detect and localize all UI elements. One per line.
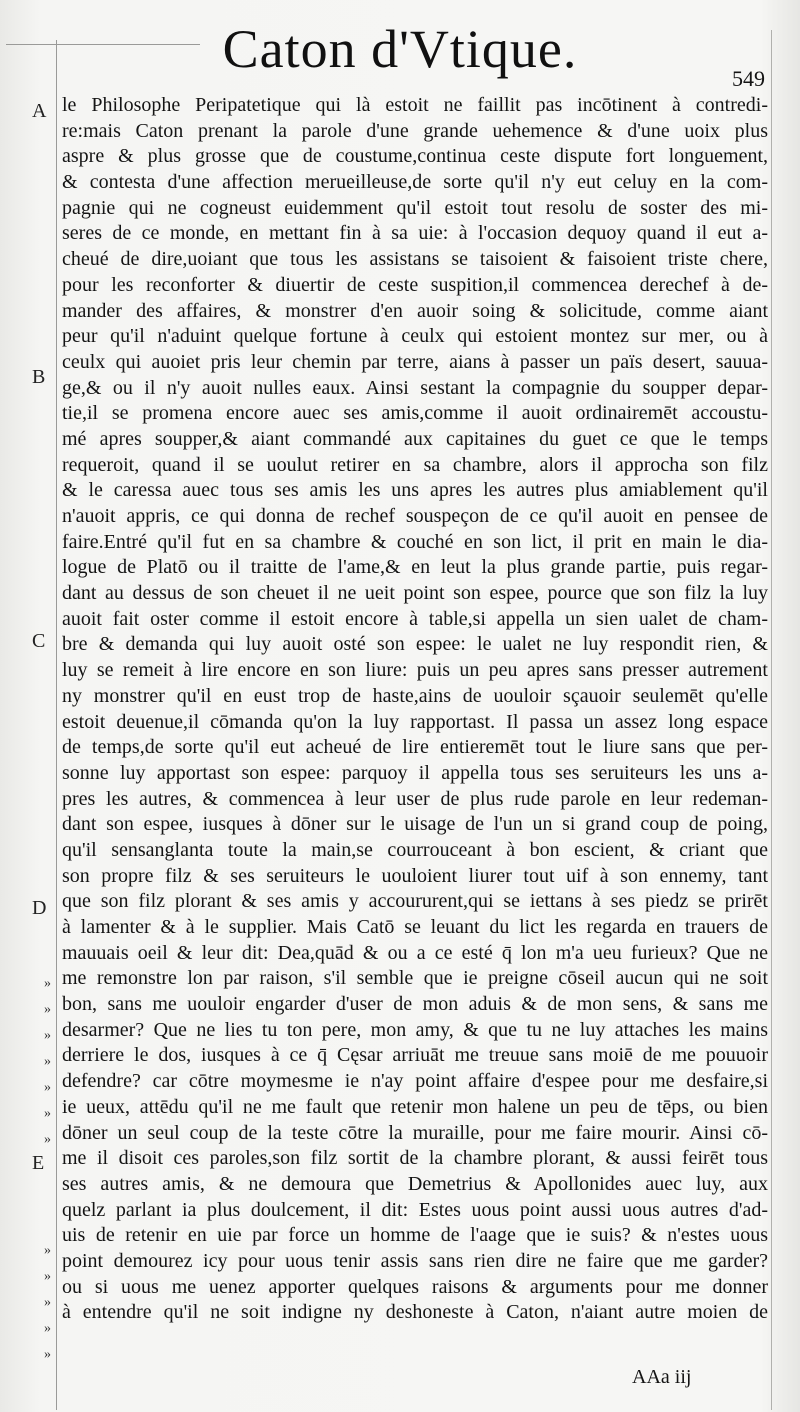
text-line: dant au dessus de son cheuet il ne ueit point son espee, pource que son filz la luy [62,582,768,605]
text-line: qu'il sensanglanta toute la main,se courrouceant à bon escient, & criant que [62,838,768,861]
quote-mark: » [44,1269,51,1284]
quote-mark: » [44,1321,51,1336]
text-line: defendre? car cōtre moymesme ie n'ay point affaire d'espee pour me desfaire,si [62,1070,768,1093]
text-line: son propre filz & ses seruiteurs le uouloient liurer tout uif à son ennemy, tant [62,864,768,887]
text-line: pres les autres, & commencea à leur user de plus rude parole en leur redeman- [62,787,768,810]
text-line: point demourez icy pour uous tenir assis sans rien dire ne faire que me garder? [62,1249,768,1272]
text-line: ceulx qui auoiet pris leur chemin par terre, aians à passer un païs desert, sauua- [62,350,768,373]
quote-mark: » [44,1295,51,1310]
page-title: Caton d'Vtique. [222,19,578,79]
text-line: requeroit, quand il se uoulut retirer en sa chambre, alors il approcha son filz [62,453,768,476]
text-line: quelz parlant ia plus doulcement, il dit: Estes uous point aussi uous autres d'ad- [62,1198,768,1221]
text-line: que son filz plorant & ses amis y accoururent,qui se iettans à ses piedz se prirēt [62,890,768,913]
quote-mark: » [44,1080,51,1095]
text-line: de temps,de sorte qu'il eut acheué de lire entieremēt tout le liure sans que per- [62,736,768,759]
text-line: uis de retenir en uie par force un homme de l'aage que ie suis? & n'estes uous [62,1224,768,1247]
text-line: tie,il se promena encore auec ses amis,comme il auoit ordinairemēt accoustu- [62,402,768,425]
quote-mark: » [44,1106,51,1121]
text-line: mauuais oeil & leur dit: Dea,quād & ou a ce esté q̄ lon m'a ueu furieux? Que ne [62,941,768,964]
signature-mark: AAa iij [632,1366,692,1388]
margin-letter-b: B [32,366,46,388]
right-margin-rule [771,30,772,1410]
quote-mark: » [44,976,51,991]
text-line: & le caressa auec tous ses amis les uns apres les autres plus amiablement qu'il [62,479,768,502]
text-line: dant son espee, iusques à dōner sur le uisage de l'un un si grand coup de poing, [62,813,768,836]
text-line: à entendre qu'il ne soit indigne ny deshoneste à Caton, n'aiant autre moien de [62,1301,768,1324]
quote-mark: » [44,1028,51,1043]
page-number: 549 [732,66,765,91]
text-line: le Philosophe Peripatetique qui là estoit ne faillit pas incōtinent à contredi- [62,94,768,116]
text-line: pagnie qui ne cogneust euidemment qu'il estoit tout resolu de soster des mi- [62,196,768,219]
margin-letter-c: C [32,630,46,652]
text-line: pour les reconforter & diuertir de ceste suspition,il commencea derechef à de- [62,273,768,296]
text-line: mé apres soupper,& aiant commandé aux capitaines du guet ce que le temps [62,427,768,450]
text-line: à lamenter & à le supplier. Mais Catō se leuant du lict les regarda en trauers de [62,916,768,938]
text-line: & contesta d'une affection merueilleuse,de sorte qu'il n'y eut celuy en la com- [62,171,768,194]
text-line: ge,& ou il n'y auoit nulles eaux. Ainsi sestant la compagnie du soupper depar- [62,376,768,399]
text-line: peur qu'il n'aduint quelque fortune à ceulx qui estoient montez sur mer, ou à [62,325,768,348]
text-line: aspre & plus grosse que de coustume,continua ceste dispute fort longuement, [62,145,768,168]
text-line: sonne luy apportast son espee: parquoy il appella tous ses seruiteurs les uns a- [62,761,768,784]
quote-mark: » [44,1243,51,1258]
text-line: estoit deuenue,il cōmanda qu'on la luy rapportast. Il passa un assez long espace [62,710,768,733]
body-text [62,93,768,1326]
left-margin-rule [56,40,57,1410]
text-line: faire.Entré qu'il fut en sa chambre & couché en son lict, il prit en main le dia- [62,530,768,553]
text-line: n'auoit appris, ce qui donna de rechef souspeçon de ce qu'il auoit en pensee de [62,505,768,527]
text-line: dōner un seul coup de la teste cōtre la muraille, pour me faire mourir. Ainsi cō- [62,1121,768,1144]
text-line: derriere le dos, iusques à ce q̄ Cęsar arriuāt me treuue sans moiē de me pouuoir [62,1044,768,1067]
quote-mark: » [44,1054,51,1069]
text-line: seres de ce monde, en mettant fin à sa uie: à l'occasion dequoy quand il eut a- [62,222,768,245]
quote-mark: » [44,1347,51,1362]
text-line: bon, sans me uouloir engarder d'user de mon aduis & de mon sens, & sans me [62,993,768,1016]
text-line: re:mais Caton prenant la parole d'une grande uehemence & d'une uoix plus [62,119,768,142]
text-line: ie ueux, attēdu qu'il ne me fault que retenir mon halene un peu de tēps, ou bien [62,1095,768,1118]
margin-letter-d: D [32,897,47,919]
text-line: luy se remeit à lire encore en son liure: puis un peu apres sans presser autrement [62,659,768,682]
margin-letter-a: A [32,100,47,122]
margin-letter-e: E [32,1152,45,1174]
text-line: ny monstrer qu'il en eust trop de haste,ains de uouloir sçauoir seulemēt qu'elle [62,684,768,707]
text-line: desarmer? Que ne lies tu ton pere, mon amy, & que tu ne luy attaches les mains [62,1018,768,1041]
text-line: logue de Platō ou il traitte de l'ame,& en leut la plus grande partie, puis regar- [62,556,768,579]
text-line: me remonstre lon par raison, s'il semble que ie preigne cōseil aucun qui ne soit [62,967,768,990]
text-line: mander des affaires, & monstrer d'en auoir soing & solicitude, comme aiant [62,299,768,322]
quote-mark: » [44,1132,51,1147]
text-line: ou si uous me uenez apporter quelques raisons & arguments pour me donner [62,1275,768,1298]
quote-mark: » [44,1002,51,1017]
text-line: ses autres amis, & ne demoura que Demetrius & Apollonides auec luy, aux [62,1172,768,1195]
text-line: cheué de dire,uoiant que tous les assistans se taisoient & faisoient triste chere, [62,248,768,271]
text-line: me il disoit ces paroles,son filz sortit de la chambre plorant, & aussi feirēt tous [62,1147,768,1170]
text-line: auoit fait oster comme il estoit encore à table,si appella un sien ualet de cham- [62,607,768,630]
text-line: bre & demanda qui luy auoit osté son espee: le ualet ne luy respondit rien, & [62,633,768,656]
